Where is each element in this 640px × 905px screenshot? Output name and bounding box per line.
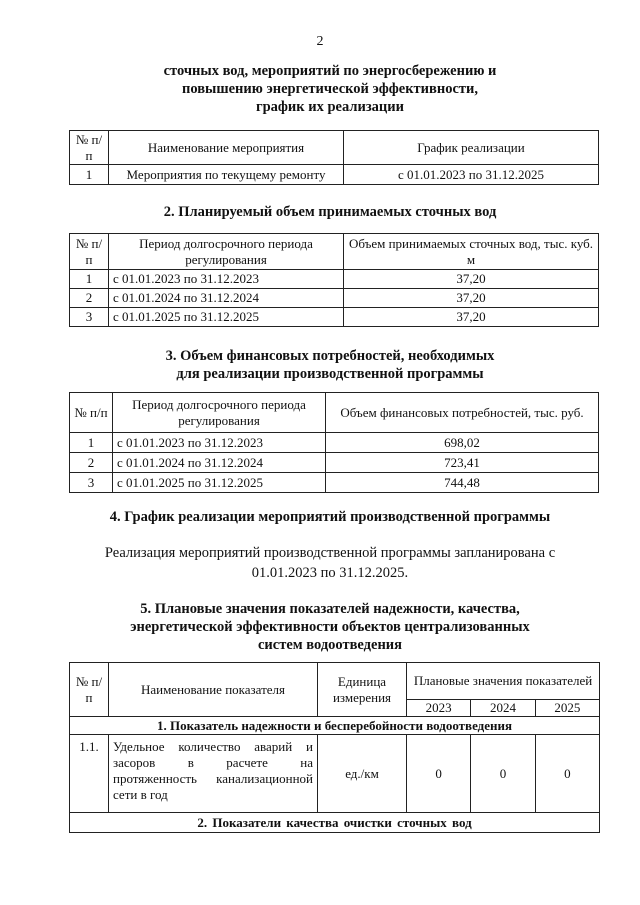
table-row bbox=[70, 433, 599, 453]
header-cell: Период долгосрочного периода регулирования bbox=[109, 234, 344, 270]
table-cell: 37,20 bbox=[344, 289, 599, 308]
table-cell: 37,20 bbox=[344, 270, 599, 289]
section-heading-1 bbox=[60, 62, 600, 116]
year-cell: 2024 bbox=[471, 700, 535, 717]
header-cell: Единица измерения bbox=[318, 663, 407, 717]
year-cell: 2025 bbox=[535, 700, 599, 717]
section-heading-2: 2. Планируемый объем принимаемых сточных вод bbox=[163, 204, 497, 220]
table-cell: 1 bbox=[70, 165, 109, 185]
paragraph-line: 01.01.2023 по 31.12.2025. bbox=[251, 565, 409, 581]
heading-line: энергетической эффективности объектов централизованных bbox=[130, 619, 530, 635]
table-indicators bbox=[69, 662, 600, 833]
heading-line: 5. Плановые значения показателей надежности, качества, bbox=[140, 601, 520, 617]
table-cell: 3 bbox=[70, 308, 109, 327]
table-row bbox=[70, 308, 599, 327]
table-header-row bbox=[70, 393, 599, 433]
table-cell: 2 bbox=[70, 289, 109, 308]
header-cell: Объем финансовых потребностей, тыс. руб. bbox=[326, 393, 599, 433]
indicator-line: засоров в расчете на bbox=[113, 755, 313, 770]
table-financial-needs bbox=[69, 392, 599, 493]
header-cell: № п/п bbox=[70, 131, 109, 165]
table-wastewater-volume bbox=[69, 233, 599, 327]
heading-line: для реализации производственной программы bbox=[176, 366, 484, 382]
heading-line: 3. Объем финансовых потребностей, необходимых bbox=[165, 348, 495, 364]
indicator-name-cell bbox=[109, 735, 318, 813]
table-row bbox=[70, 453, 599, 473]
header-cell: Период долгосрочного периода регулирования bbox=[113, 393, 326, 433]
table-section-row bbox=[70, 813, 600, 833]
table-cell: с 01.01.2025 по 31.12.2025 bbox=[109, 308, 344, 327]
table-cell: с 01.01.2023 по 31.12.2023 bbox=[113, 433, 326, 453]
table-cell: с 01.01.2023 по 31.12.2023 bbox=[109, 270, 344, 289]
header-cell: № п/п bbox=[70, 663, 109, 717]
table-cell: Мероприятия по текущему ремонту bbox=[109, 165, 344, 185]
table-cell: с 01.01.2024 по 31.12.2024 bbox=[113, 453, 326, 473]
header-cell: Объем принимаемых сточных вод, тыс. куб. м bbox=[344, 234, 599, 270]
table-cell: 1 bbox=[70, 270, 109, 289]
table-activities bbox=[69, 130, 599, 185]
table-header-row bbox=[70, 131, 599, 165]
table-cell: 37,20 bbox=[344, 308, 599, 327]
table-cell: 744,48 bbox=[326, 473, 599, 493]
table-cell: 0 bbox=[535, 735, 599, 813]
table-cell: ед./км bbox=[318, 735, 407, 813]
header-cell: Наименование показателя bbox=[109, 663, 318, 717]
header-cell: График реализации bbox=[344, 131, 599, 165]
indicator-line: протяженность канализационной bbox=[113, 771, 313, 786]
section-cell: 2. Показатели качества очистки сточных вод bbox=[70, 813, 600, 833]
table-cell: 0 bbox=[471, 735, 535, 813]
paragraph-line: Реализация мероприятий производственной программы запланирована с bbox=[104, 545, 556, 561]
table-header-row bbox=[70, 234, 599, 270]
header-cell: № п/п bbox=[70, 234, 109, 270]
table-cell: 0 bbox=[407, 735, 471, 813]
table-cell: 1 bbox=[70, 433, 113, 453]
heading-line: сточных вод, мероприятий по энергосбережению и bbox=[163, 63, 497, 79]
header-cell: Плановые значения показателей bbox=[407, 663, 600, 700]
table-cell: 2 bbox=[70, 453, 113, 473]
section-heading-4: 4. График реализации мероприятий производственной программы bbox=[109, 509, 551, 525]
table-row bbox=[70, 270, 599, 289]
table-row bbox=[70, 165, 599, 185]
table-cell: 723,41 bbox=[326, 453, 599, 473]
table-cell: с 01.01.2023 по 31.12.2025 bbox=[344, 165, 599, 185]
implementation-paragraph bbox=[60, 543, 600, 583]
section-heading-5 bbox=[40, 600, 620, 654]
table-row bbox=[70, 289, 599, 308]
table-cell: 698,02 bbox=[326, 433, 599, 453]
page-number: 2 bbox=[316, 34, 324, 49]
section-heading-3 bbox=[60, 347, 600, 383]
heading-line: систем водоотведения bbox=[257, 637, 403, 653]
header-cell: № п/п bbox=[70, 393, 113, 433]
table-cell: с 01.01.2024 по 31.12.2024 bbox=[109, 289, 344, 308]
table-row bbox=[70, 473, 599, 493]
table-cell: 1.1. bbox=[70, 735, 109, 813]
table-row bbox=[70, 735, 600, 813]
heading-line: график их реализации bbox=[255, 99, 404, 115]
year-cell: 2023 bbox=[407, 700, 471, 717]
table-cell: с 01.01.2025 по 31.12.2025 bbox=[113, 473, 326, 493]
indicator-line: Удельное количество аварий и bbox=[113, 739, 313, 754]
table-header-row bbox=[70, 663, 600, 700]
indicator-line: сети в год bbox=[113, 787, 168, 802]
section-cell: 1. Показатель надежности и бесперебойности водоотведения bbox=[70, 717, 600, 735]
header-cell: Наименование мероприятия bbox=[109, 131, 344, 165]
table-section-row bbox=[70, 717, 600, 735]
table-cell: 3 bbox=[70, 473, 113, 493]
heading-line: повышению энергетической эффективности, bbox=[181, 81, 479, 97]
